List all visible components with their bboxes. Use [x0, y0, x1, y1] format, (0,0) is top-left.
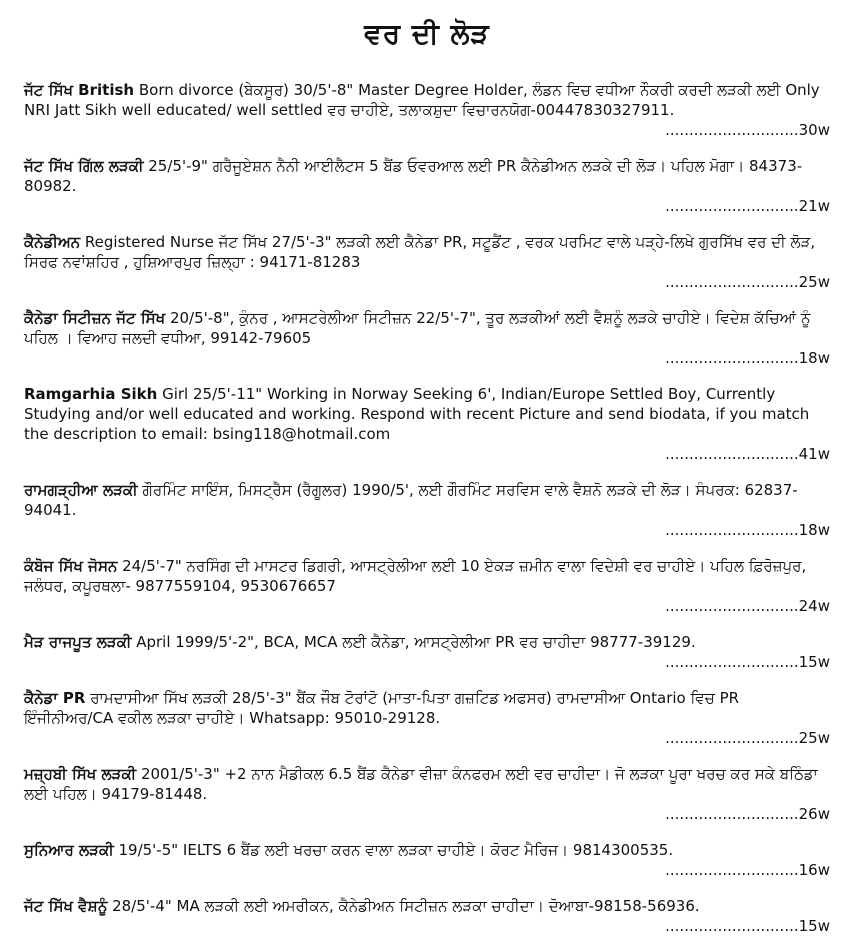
ad-code-line — [24, 348, 830, 368]
ad-lead: Ramgarhia Sikh — [24, 385, 158, 403]
ad-leader-dots: ............................ — [665, 597, 799, 615]
ad-body: 2001/5'-3" +2 ਨਾਨ ਮੈਡੀਕਲ 6.5 ਬੈਂਡ ਕੈਨੇਡਾ ਵੀਜ਼ਾ ਕੰਨਫਰਮ ਲਈ ਵਰ ਚਾਹੀਦਾ। ਜੋ ਲੜਕਾ ਪੂਰਾ ਖਰਚ ਕਰ ਸਕੇ ਬਠਿੰਡਾ ਲਈ ਪਹਿਲ। 94179-81448. — [24, 765, 818, 803]
page-title: ਵਰ ਦੀ ਲੋੜ — [364, 17, 490, 50]
ad-body: ਰਾਮਦਾਸੀਆ ਸਿੱਖ ਲੜਕੀ 28/5'-3" ਬੈਂਕ ਜੌਬ ਟੋਰਾਂਟੋ (ਮਾਤਾ-ਪਿਤਾ ਗਜ਼ਟਿਡ ਅਫਸਰ) ਰਾਮਦਾਸੀਆ Ontario ਵਿਚ PR ਇੰਜੀਨੀਅਰ/CA ਵਕੀਲ ਲੜਕਾ ਚਾਹੀਏ। Whatsapp: 95010-29128. — [24, 689, 740, 727]
ad-word-count: 15w — [798, 653, 830, 671]
ad-body: Born divorce (ਬੇਕਸੂਰ) 30/5'-8" Master Degree Holder, ਲੰਡਨ ਵਿਚ ਵਧੀਆ ਨੌਕਰੀ ਕਰਦੀ ਲੜਕੀ ਲਈ Only NRI Jatt Sikh well educated/ well settled ਵਰ ਚਾਹੀਏ, ਤਲਾਕਸ਼ੁਦਾ ਵਿਚਾਰਨਯੋਗ-00447830327911. — [24, 81, 820, 119]
ad-word-count: 18w — [798, 349, 830, 367]
ad-leader-dots: ............................ — [665, 121, 799, 139]
ad-word-count: 25w — [798, 729, 830, 747]
ad-leader-dots: ............................ — [665, 521, 799, 539]
ad-text — [24, 308, 830, 348]
ad-item — [24, 896, 830, 936]
ad-text — [24, 232, 830, 272]
ad-code-line — [24, 728, 830, 748]
ad-word-count: 30w — [798, 121, 830, 139]
ad-lead: ਮੈੜ ਰਾਜਪੂਤ ਲੜਕੀ — [24, 633, 132, 651]
ad-text — [24, 384, 830, 444]
ad-word-count: 18w — [798, 521, 830, 539]
ad-text — [24, 156, 830, 196]
ad-code-line — [24, 272, 830, 292]
ad-body: 25/5'-9" ਗਰੈਜੂਏਸ਼ਨ ਨੈਨੀ ਆਈਲੈਟਸ 5 ਬੈਂਡ ਓਵਰਆਲ ਲਈ PR ਕੈਨੇਡੀਅਨ ਲੜਕੇ ਦੀ ਲੋੜ। ਪਹਿਲ ਮੋਗਾ। 84373-80982. — [24, 157, 803, 195]
ad-leader-dots: ............................ — [665, 805, 799, 823]
ad-leader-dots: ............................ — [665, 273, 799, 291]
ad-code-line — [24, 916, 830, 936]
ad-lead: ਕੰਬੋਜ ਸਿੱਖ ਜੋਸਨ — [24, 557, 118, 575]
ad-item — [24, 556, 830, 616]
ad-text — [24, 556, 830, 596]
ad-body: ਗੌਰਮਿੰਟ ਸਾਇੰਸ, ਮਿਸਟ੍ਰੈਸ (ਰੈਗੂਲਰ) 1990/5', ਲਈ ਗੌਰਮਿੰਟ ਸਰਵਿਸ ਵਾਲੇ ਵੈਸ਼ਨੋ ਲੜਕੇ ਦੀ ਲੋੜ। ਸੰਪਰਕ: 62837-94041. — [24, 481, 798, 519]
ad-lead: ਮਜ਼੍ਹਬੀ ਸਿੱਖ ਲੜਕੀ — [24, 765, 137, 783]
ad-code-line — [24, 196, 830, 216]
ad-word-count: 24w — [798, 597, 830, 615]
ad-lead: ਕੈਨੇਡਾ PR — [24, 689, 86, 707]
ad-word-count: 26w — [798, 805, 830, 823]
ad-lead: ਜੱਟ ਸਿੱਖ ਗਿੱਲ ਲੜਕੀ — [24, 157, 144, 175]
ad-leader-dots: ............................ — [665, 197, 799, 215]
ad-body: Registered Nurse ਜੱਟ ਸਿੱਖ 27/5'-3" ਲੜਕੀ ਲਈ ਕੈਨੇਡਾ PR, ਸਟੂਡੈਂਟ , ਵਰਕ ਪਰਮਿਟ ਵਾਲੇ ਪੜ੍ਹੇ-ਲਿਖੇ ਗੁਰਸਿੱਖ ਵਰ ਦੀ ਲੋੜ, ਸਿਰਫ ਨਵਾਂਸ਼ਹਿਰ , ਹੁਸ਼ਿਆਰਪੁਰ ਜ਼ਿਲ੍ਹਾ : 94171-81283 — [24, 233, 816, 271]
ad-word-count: 21w — [798, 197, 830, 215]
ad-text — [24, 632, 830, 652]
ad-leader-dots: ............................ — [665, 729, 799, 747]
ad-body: 24/5'-7" ਨਰਸਿੰਗ ਦੀ ਮਾਸਟਰ ਡਿਗਰੀ, ਆਸਟ੍ਰੇਲੀਆ ਲਈ 10 ਏਕੜ ਜ਼ਮੀਨ ਵਾਲਾ ਵਿਦੇਸ਼ੀ ਵਰ ਚਾਹੀਏ। ਪਹਿਲ ਫ਼ਿਰੋਜ਼ਪੁਰ, ਜਲੰਧਰ, ਕਪੂਰਥਲਾ- 9877559104, 9530676657 — [24, 557, 807, 595]
ad-word-count: 25w — [798, 273, 830, 291]
ad-item — [24, 764, 830, 824]
ad-code-line — [24, 520, 830, 540]
ad-text — [24, 688, 830, 728]
ad-lead: ਕੈਨੇਡੀਅਨ — [24, 233, 81, 251]
ad-code-line — [24, 860, 830, 880]
ad-body: 19/5'-5" IELTS 6 ਬੈਂਡ ਲਈ ਖਰਚਾ ਕਰਨ ਵਾਲਾ ਲੜਕਾ ਚਾਹੀਏ। ਕੋਰਟ ਮੈਰਿਜ। 9814300535. — [113, 841, 674, 859]
ad-word-count: 41w — [798, 445, 830, 463]
ad-leader-dots: ............................ — [665, 917, 799, 935]
ad-list — [24, 80, 830, 936]
ad-leader-dots: ............................ — [665, 445, 799, 463]
ad-item — [24, 80, 830, 140]
ad-code-line — [24, 120, 830, 140]
ad-lead: ਕੈਨੇਡਾ ਸਿਟੀਜ਼ਨ ਜੱਟ ਸਿੱਖ — [24, 309, 166, 327]
ad-body: 28/5'-4" MA ਲੜਕੀ ਲਈ ਅਮਰੀਕਨ, ਕੈਨੇਡੀਅਨ ਸਿਟੀਜ਼ਨ ਲੜਕਾ ਚਾਹੀਦਾ। ਦੋਆਬਾ-98158-56936. — [107, 897, 700, 915]
ad-body: 20/5'-8", ਕੁੰਨਰ , ਆਸਟਰੇਲੀਆ ਸਿਟੀਜ਼ਨ 22/5'-7", ਤੂਰ ਲੜਕੀਆਂ ਲਈ ਵੈਸ਼ਨੂੰ ਲੜਕੇ ਚਾਹੀਏ। ਵਿਦੇਸ਼ ਕੱਚਿਆਂ ਨੂੰ ਪਹਿਲ । ਵਿਆਹ ਜਲਦੀ ਵਧੀਆ, 99142-79605 — [24, 309, 811, 347]
ad-lead: ਰਾਮਗੜ੍ਹੀਆ ਲੜਕੀ — [24, 481, 138, 499]
ad-item — [24, 308, 830, 368]
ad-body: Girl 25/5'-11" Working in Norway Seeking 6', Indian/Europe Settled Boy, Currently Studying and/or well educated and working. Respond with recent Picture and send biodata, if you match the description to email: bsing118@hotmail.com — [24, 385, 810, 443]
ad-item — [24, 156, 830, 216]
ad-leader-dots: ............................ — [665, 653, 799, 671]
ad-item — [24, 632, 830, 672]
ad-text — [24, 80, 830, 120]
ad-body: April 1999/5'-2", BCA, MCA ਲਈ ਕੈਨੇਡਾ, ਆਸਟ੍ਰੇਲੀਆ PR ਵਰ ਚਾਹੀਦਾ 98777-39129. — [131, 633, 696, 651]
ad-item — [24, 480, 830, 540]
ad-code-line — [24, 444, 830, 464]
ad-text — [24, 480, 830, 520]
ad-text — [24, 764, 830, 804]
ad-lead: ਜੱਟ ਸਿੱਖ ਵੈਸ਼ਨੂੰ — [24, 897, 108, 915]
ad-item — [24, 384, 830, 464]
ad-item — [24, 688, 830, 748]
ad-text — [24, 896, 830, 916]
ad-text — [24, 840, 830, 860]
ad-word-count: 16w — [798, 861, 830, 879]
ad-code-line — [24, 804, 830, 824]
ad-leader-dots: ............................ — [665, 861, 799, 879]
ad-item — [24, 232, 830, 292]
ad-leader-dots: ............................ — [665, 349, 799, 367]
ad-code-line — [24, 652, 830, 672]
ad-code-line — [24, 596, 830, 616]
ad-lead: ਸੁਨਿਆਰ ਲੜਕੀ — [24, 841, 114, 859]
ad-lead: ਜੱਟ ਸਿੱਖ British — [24, 81, 135, 99]
ad-word-count: 15w — [798, 917, 830, 935]
ad-item — [24, 840, 830, 880]
